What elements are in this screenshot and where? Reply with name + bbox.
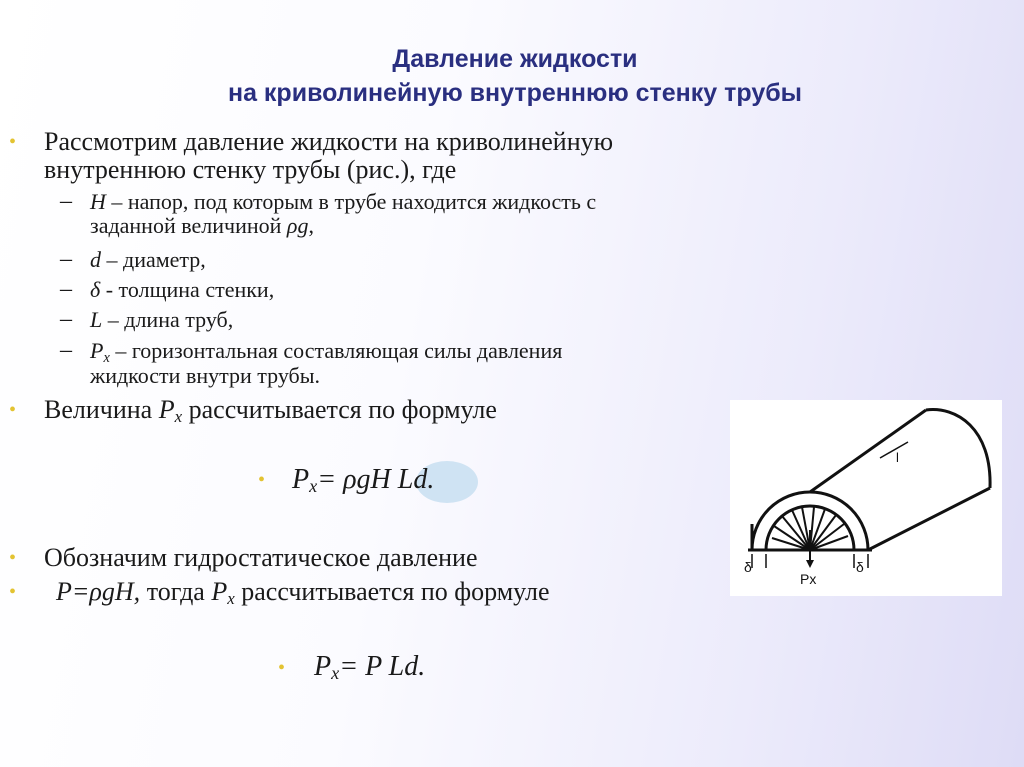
notation-line-2 bbox=[56, 578, 550, 606]
formula-1-tail: Ld. bbox=[397, 464, 435, 495]
pipe-bottom-line bbox=[868, 488, 990, 550]
symbol-d: d bbox=[90, 247, 101, 272]
definition-l bbox=[90, 308, 233, 332]
symbol-p: P bbox=[90, 338, 104, 363]
bullet-icon: • bbox=[9, 581, 17, 603]
calc-after: рассчитывается по формуле bbox=[182, 395, 497, 424]
pipe-top-line bbox=[810, 410, 926, 492]
bullet-icon: • bbox=[9, 399, 17, 421]
length-label: l bbox=[896, 450, 899, 465]
definition-px-cont: жидкости внутри трубы. bbox=[90, 363, 321, 388]
symbol-l: L bbox=[90, 307, 103, 332]
title-line-1: Давление жидкости bbox=[392, 45, 638, 73]
calc-symbol: P bbox=[158, 395, 175, 424]
intro-line-1: Рассмотрим давление жидкости на криволинейную bbox=[44, 127, 614, 156]
notation-line: Обозначим гидростатическое давление bbox=[44, 543, 478, 572]
formula-1-sub: x bbox=[309, 476, 318, 496]
px-label: Px bbox=[800, 571, 817, 587]
symbol-p-sub: x bbox=[103, 350, 110, 366]
dash-icon: – bbox=[60, 276, 72, 302]
formula-2-rhs: = P Ld. bbox=[339, 651, 426, 682]
definition-px bbox=[90, 338, 563, 366]
definition-h-text: – напор, под которым в трубе находится жидкость с bbox=[105, 189, 597, 214]
comma: , bbox=[308, 213, 314, 238]
definition-px-text: – горизонтальная составляющая силы давления bbox=[109, 338, 563, 363]
pipe-drawing bbox=[730, 400, 1002, 596]
dash-icon: – bbox=[60, 188, 72, 214]
definition-h-text-2: заданной величиной bbox=[90, 213, 287, 238]
dash-icon: – bbox=[60, 246, 72, 272]
formula-2 bbox=[314, 652, 425, 682]
definition-d bbox=[90, 248, 206, 272]
delta-right-label: δ bbox=[856, 559, 864, 575]
dash-icon: – bbox=[60, 337, 72, 363]
definition-delta-text: - толщина стенки, bbox=[100, 277, 275, 302]
symbol-rho-g: ρg bbox=[286, 213, 309, 238]
pipe-figure bbox=[730, 400, 1002, 596]
slide-title bbox=[0, 42, 1024, 110]
notation-expr: P=ρgH, bbox=[56, 577, 141, 606]
delta-left-label: δ bbox=[744, 559, 752, 575]
definition-l-text: – длина труб, bbox=[102, 307, 234, 332]
definition-h bbox=[90, 190, 596, 214]
bullet-icon: • bbox=[9, 131, 17, 153]
formula-1-rhs: = ρgH bbox=[317, 464, 398, 495]
symbol-delta: δ bbox=[90, 277, 101, 302]
arrow-head-icon bbox=[806, 560, 814, 568]
length-mark bbox=[880, 442, 908, 458]
definition-delta bbox=[90, 278, 274, 302]
calc-line bbox=[44, 396, 497, 424]
formula-2-lhs: P bbox=[314, 651, 332, 682]
bullet-icon: • bbox=[278, 657, 286, 679]
calc-symbol-sub: x bbox=[174, 407, 183, 426]
formula-2-sub: x bbox=[331, 663, 340, 683]
bullet-icon: • bbox=[9, 547, 17, 569]
bullet-icon: • bbox=[258, 469, 266, 491]
formula-1-lhs: P bbox=[292, 464, 310, 495]
notation-symbol: P bbox=[211, 577, 228, 606]
intro-line-2: внутреннюю стенку трубы (рис.), где bbox=[44, 155, 457, 184]
notation-after: рассчитывается по формуле bbox=[234, 577, 550, 606]
pipe-back-arch bbox=[926, 410, 990, 488]
symbol-h: H bbox=[90, 189, 106, 214]
calc-before: Величина bbox=[44, 395, 159, 424]
definition-d-text: – диаметр, bbox=[101, 247, 206, 272]
notation-symbol-sub: x bbox=[227, 589, 235, 608]
definition-h-cont bbox=[90, 214, 314, 238]
title-line-2: на криволинейную внутреннюю стенку трубы bbox=[227, 79, 803, 107]
dash-icon: – bbox=[60, 306, 72, 332]
formula-1 bbox=[292, 465, 434, 495]
notation-middle: тогда bbox=[140, 577, 212, 606]
